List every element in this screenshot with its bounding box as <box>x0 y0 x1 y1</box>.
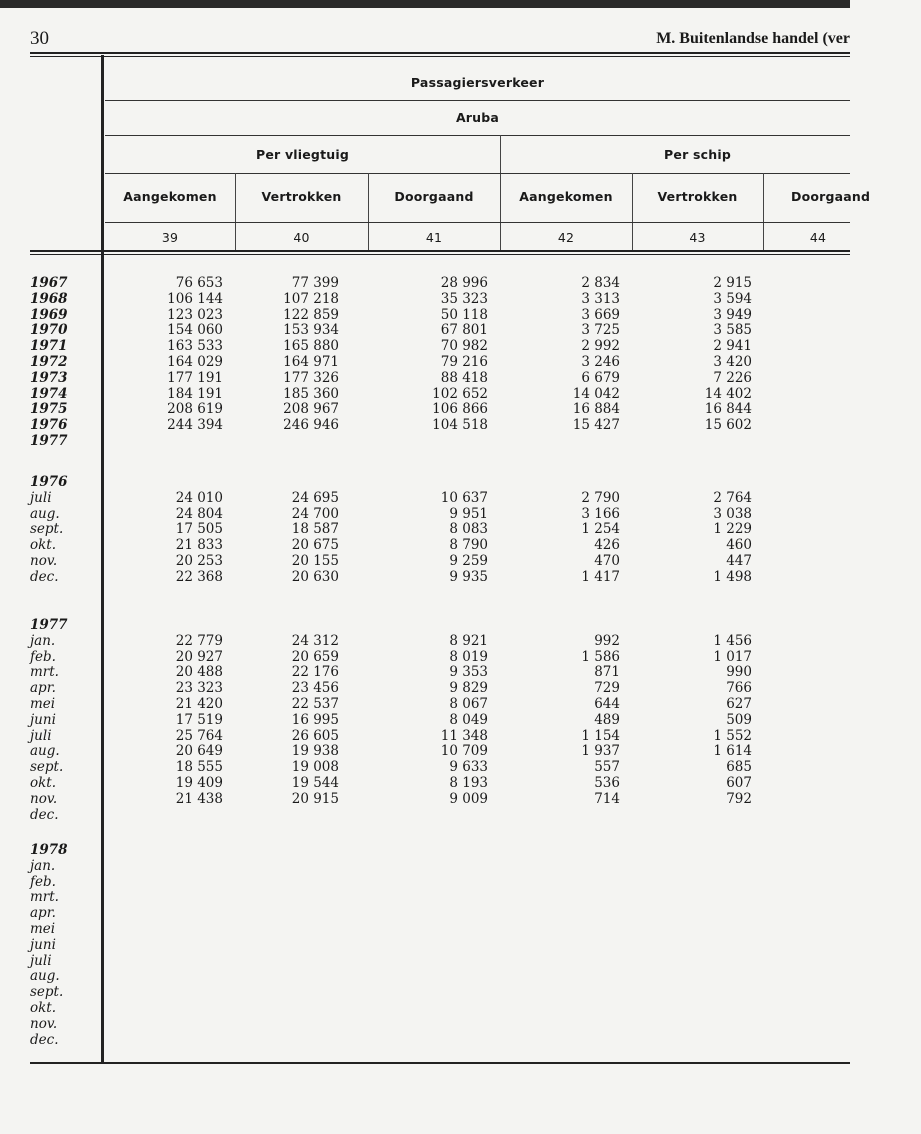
running-head: M. Buitenlandse handel (ver <box>656 30 850 47</box>
table-cell: 992 <box>594 632 620 649</box>
table-cell: 1 498 <box>713 568 752 585</box>
table-row <box>0 474 850 490</box>
row-label: mei <box>30 696 56 712</box>
table-cell: 9 633 <box>449 759 488 776</box>
row-label: 1974 <box>30 385 68 402</box>
table-row <box>0 401 850 417</box>
table-cell: 21 420 <box>175 696 223 712</box>
region-heading: Aruba <box>455 110 500 125</box>
table-cell: 24 700 <box>291 505 339 522</box>
row-label: sept. <box>30 759 64 776</box>
row-label: 1978 <box>30 842 68 858</box>
rule <box>105 135 850 136</box>
table-row <box>0 937 850 953</box>
table-cell: 9 829 <box>449 680 488 697</box>
table-cell: 25 764 <box>175 727 223 744</box>
table-cell: 208 619 <box>167 401 223 418</box>
table-cell: 1 417 <box>581 568 620 585</box>
row-label: aug. <box>30 968 60 985</box>
table-cell: 20 155 <box>291 553 339 569</box>
table-row <box>0 569 850 585</box>
table-cell: 19 008 <box>291 759 339 776</box>
table-cell: 35 323 <box>440 290 488 307</box>
table-cell: 17 519 <box>175 711 223 728</box>
table-cell: 3 585 <box>713 322 752 339</box>
table-cell: 185 360 <box>283 385 339 402</box>
table-cell: 20 488 <box>175 664 223 681</box>
table-cell: 18 587 <box>291 521 339 538</box>
table-cell: 22 176 <box>291 664 339 681</box>
table-cell: 20 675 <box>291 537 339 554</box>
table-cell: 470 <box>594 553 620 569</box>
row-label: okt. <box>30 775 57 791</box>
table-cell: 10 637 <box>440 489 488 506</box>
table-cell: 1 586 <box>581 648 620 665</box>
table-row <box>0 1000 850 1016</box>
row-label: 1970 <box>30 322 68 339</box>
table-cell: 154 060 <box>167 322 223 339</box>
row-label: feb. <box>30 873 56 890</box>
row-label: feb. <box>30 648 56 665</box>
table-cell: 2 992 <box>581 338 620 355</box>
table-cell: 164 029 <box>167 354 223 370</box>
table-cell: 426 <box>594 537 620 554</box>
table-cell: 22 537 <box>291 696 339 712</box>
row-label: jan. <box>30 632 56 649</box>
table-row <box>0 307 850 323</box>
table-cell: 165 880 <box>283 338 339 355</box>
table-cell: 67 801 <box>440 322 488 339</box>
table-cell: 24 312 <box>291 632 339 649</box>
table-cell: 19 409 <box>175 775 223 791</box>
table-cell: 3 725 <box>581 322 620 339</box>
table-cell: 21 438 <box>175 790 223 807</box>
row-label: nov. <box>30 790 58 807</box>
table-cell: 19 544 <box>291 775 339 791</box>
table-row <box>0 921 850 937</box>
table-cell: 107 218 <box>283 290 339 307</box>
table-cell: 685 <box>726 759 752 776</box>
table-row <box>0 506 850 522</box>
table-cell: 1 017 <box>713 648 752 665</box>
table-cell: 24 804 <box>175 505 223 522</box>
row-label: apr. <box>30 905 56 922</box>
table-cell: 2 834 <box>581 275 620 291</box>
table-row <box>0 842 850 858</box>
table-cell: 153 934 <box>283 322 339 339</box>
table-cell: 8 067 <box>449 696 488 712</box>
row-label: 1975 <box>30 401 68 418</box>
col-number: 41 <box>425 230 443 245</box>
table-cell: 20 927 <box>175 648 223 665</box>
group-per-schip: Per schip <box>664 147 731 162</box>
table-row <box>0 664 850 680</box>
row-label: 1967 <box>30 275 68 291</box>
col-label-doorgaand: Doorgaand <box>394 189 474 204</box>
row-label: juni <box>30 936 56 953</box>
table-cell: 9 353 <box>449 664 488 681</box>
row-label: sept. <box>30 521 64 538</box>
table-cell: 14 402 <box>704 385 752 402</box>
table-cell: 489 <box>594 711 620 728</box>
col-number: 42 <box>557 230 575 245</box>
row-label: 1977 <box>30 617 68 633</box>
table-cell: 557 <box>594 759 620 776</box>
table-row <box>0 889 850 905</box>
table-cell: 2 764 <box>713 489 752 506</box>
table-row <box>0 953 850 969</box>
table-cell: 729 <box>594 680 620 697</box>
table-row <box>0 984 850 1000</box>
table-cell: 21 833 <box>175 537 223 554</box>
row-label: okt. <box>30 1000 57 1016</box>
row-label: aug. <box>30 743 60 760</box>
table-cell: 3 038 <box>713 505 752 522</box>
table-cell: 19 938 <box>291 743 339 760</box>
table-cell: 177 191 <box>167 369 223 386</box>
table-cell: 104 518 <box>432 417 488 434</box>
table-cell: 8 921 <box>449 632 488 649</box>
table-cell: 627 <box>726 696 752 712</box>
rule <box>105 100 850 101</box>
table-row <box>0 490 850 506</box>
table-cell: 871 <box>594 664 620 681</box>
table-cell: 23 323 <box>175 680 223 697</box>
col-number: 39 <box>161 230 179 245</box>
table-cell: 22 779 <box>175 632 223 649</box>
table-cell: 20 253 <box>175 553 223 569</box>
table-cell: 792 <box>726 790 752 807</box>
table-row <box>0 759 850 775</box>
table-cell: 164 971 <box>283 354 339 370</box>
row-label: mrt. <box>30 889 59 906</box>
table-cell: 106 866 <box>432 401 488 418</box>
table-cell: 3 594 <box>713 290 752 307</box>
bottom-rule <box>30 1062 850 1064</box>
table-cell: 2 915 <box>713 275 752 291</box>
row-label: juli <box>30 727 52 744</box>
page-number: 30 <box>30 28 49 49</box>
table-cell: 16 995 <box>291 711 339 728</box>
table-cell: 8 049 <box>449 711 488 728</box>
table-cell: 20 630 <box>291 568 339 585</box>
table-row <box>0 968 850 984</box>
table-row <box>0 553 850 569</box>
table-row <box>0 712 850 728</box>
table-cell: 644 <box>594 696 620 712</box>
table-row <box>0 874 850 890</box>
table-row <box>0 417 850 433</box>
table-cell: 50 118 <box>440 306 488 323</box>
table-cell: 8 790 <box>449 537 488 554</box>
table-cell: 1 552 <box>713 727 752 744</box>
row-label: dec. <box>30 1031 59 1048</box>
table-row <box>0 338 850 354</box>
table-row <box>0 743 850 759</box>
table-cell: 9 009 <box>449 790 488 807</box>
table-row <box>0 521 850 537</box>
table-cell: 28 996 <box>440 275 488 291</box>
table-cell: 16 884 <box>572 401 620 418</box>
table-cell: 3 949 <box>713 306 752 323</box>
row-label: 1973 <box>30 369 68 386</box>
table-cell: 714 <box>594 790 620 807</box>
table-row <box>0 275 850 291</box>
table-cell: 23 456 <box>291 680 339 697</box>
table-row <box>0 354 850 370</box>
table-cell: 990 <box>726 664 752 681</box>
table-cell: 77 399 <box>291 275 339 291</box>
table-cell: 1 937 <box>581 743 620 760</box>
table-cell: 20 915 <box>291 790 339 807</box>
table-row <box>0 807 850 823</box>
table-cell: 16 844 <box>704 401 752 418</box>
table-cell: 123 023 <box>167 306 223 323</box>
table-cell: 24 695 <box>291 489 339 506</box>
table-cell: 607 <box>726 775 752 791</box>
table-cell: 18 555 <box>175 759 223 776</box>
row-label: juli <box>30 489 52 506</box>
table-cell: 1 254 <box>581 521 620 538</box>
table-cell: 3 420 <box>713 354 752 370</box>
row-label: dec. <box>30 806 59 823</box>
table-cell: 3 166 <box>581 505 620 522</box>
table-row <box>0 858 850 874</box>
table-row <box>0 291 850 307</box>
col-label-doorgaand: Doorgaand <box>791 189 871 204</box>
row-label: aug. <box>30 505 60 522</box>
row-label: sept. <box>30 984 64 1001</box>
col-label-vertrokken: Vertrokken <box>657 189 738 204</box>
table-cell: 1 614 <box>713 743 752 760</box>
top-rule <box>30 52 850 57</box>
table-row <box>0 1016 850 1032</box>
row-label: 1968 <box>30 290 68 307</box>
group-per-vliegtuig: Per vliegtuig <box>255 147 349 162</box>
row-label: apr. <box>30 680 56 697</box>
table-cell: 3 313 <box>581 290 620 307</box>
table-cell: 536 <box>594 775 620 791</box>
table-cell: 79 216 <box>440 354 488 370</box>
col-number: 40 <box>293 230 310 245</box>
rule <box>105 173 850 174</box>
table-cell: 14 042 <box>572 385 620 402</box>
table-cell: 88 418 <box>440 369 488 386</box>
row-label: 1971 <box>30 338 68 355</box>
row-label: 1972 <box>30 354 68 370</box>
table-cell: 3 246 <box>581 354 620 370</box>
table-row <box>0 370 850 386</box>
table-cell: 6 679 <box>581 369 620 386</box>
table-row <box>0 775 850 791</box>
row-label: juni <box>30 711 56 728</box>
row-label: nov. <box>30 1015 58 1032</box>
row-label: jan. <box>30 857 56 874</box>
row-label: dec. <box>30 568 59 585</box>
table-row <box>0 537 850 553</box>
table-cell: 177 326 <box>283 369 339 386</box>
table-cell: 11 348 <box>440 727 488 744</box>
col-number: 43 <box>689 230 706 245</box>
col-label-vertrokken: Vertrokken <box>261 189 342 204</box>
table-row <box>0 433 850 449</box>
table-cell: 8 019 <box>449 648 488 665</box>
table-cell: 26 605 <box>291 727 339 744</box>
table-cell: 509 <box>726 711 752 728</box>
row-label: mei <box>30 921 56 937</box>
table-row <box>0 905 850 921</box>
table-cell: 8 193 <box>449 775 488 791</box>
table-cell: 2 941 <box>713 338 752 355</box>
table-row <box>0 633 850 649</box>
table-cell: 9 259 <box>449 553 488 569</box>
table-row <box>0 649 850 665</box>
col-label-aangekomen: Aangekomen <box>519 189 613 204</box>
table-cell: 15 427 <box>572 417 620 434</box>
table-cell: 20 649 <box>175 743 223 760</box>
table-cell: 208 967 <box>283 401 339 418</box>
table-cell: 122 859 <box>283 306 339 323</box>
table-cell: 3 669 <box>581 306 620 323</box>
table-cell: 102 652 <box>432 385 488 402</box>
col-label-aangekomen: Aangekomen <box>123 189 217 204</box>
row-label: 1977 <box>30 433 68 449</box>
table-cell: 1 154 <box>581 727 620 744</box>
table-row <box>0 696 850 712</box>
table-cell: 22 368 <box>175 568 223 585</box>
table-cell: 106 144 <box>167 290 223 307</box>
table-cell: 24 010 <box>175 489 223 506</box>
table-row <box>0 1032 850 1048</box>
table-cell: 20 659 <box>291 648 339 665</box>
table-row <box>0 728 850 744</box>
header-bottom-rule <box>30 250 850 255</box>
col-number: 44 <box>809 230 827 245</box>
table-cell: 447 <box>726 553 752 569</box>
row-label: juli <box>30 952 52 969</box>
table-row <box>0 791 850 807</box>
table-cell: 9 951 <box>449 505 488 522</box>
row-label: 1976 <box>30 474 68 490</box>
table-cell: 7 226 <box>713 369 752 386</box>
row-label: 1969 <box>30 306 68 323</box>
table-cell: 184 191 <box>167 385 223 402</box>
table-row <box>0 322 850 338</box>
row-label: 1976 <box>30 417 68 434</box>
table-cell: 244 394 <box>167 417 223 434</box>
table-cell: 70 982 <box>440 338 488 355</box>
rule <box>105 222 850 223</box>
table-cell: 1 229 <box>713 521 752 538</box>
table-row <box>0 386 850 402</box>
table-cell: 76 653 <box>175 275 223 291</box>
table-cell: 246 946 <box>283 417 339 434</box>
table-cell: 17 505 <box>175 521 223 538</box>
row-label: mrt. <box>30 664 59 681</box>
table-cell: 8 083 <box>449 521 488 538</box>
table-cell: 15 602 <box>704 417 752 434</box>
table-cell: 1 456 <box>713 632 752 649</box>
row-label: nov. <box>30 553 58 569</box>
table-cell: 10 709 <box>440 743 488 760</box>
row-label: okt. <box>30 537 57 554</box>
table-cell: 766 <box>726 680 752 697</box>
scan-edge <box>0 0 850 8</box>
table-cell: 9 935 <box>449 568 488 585</box>
table-cell: 163 533 <box>167 338 223 355</box>
table-title: Passagiersverkeer <box>410 75 545 90</box>
table-cell: 460 <box>726 537 752 554</box>
table-cell: 2 790 <box>581 489 620 506</box>
table-row <box>0 617 850 633</box>
table-row <box>0 680 850 696</box>
